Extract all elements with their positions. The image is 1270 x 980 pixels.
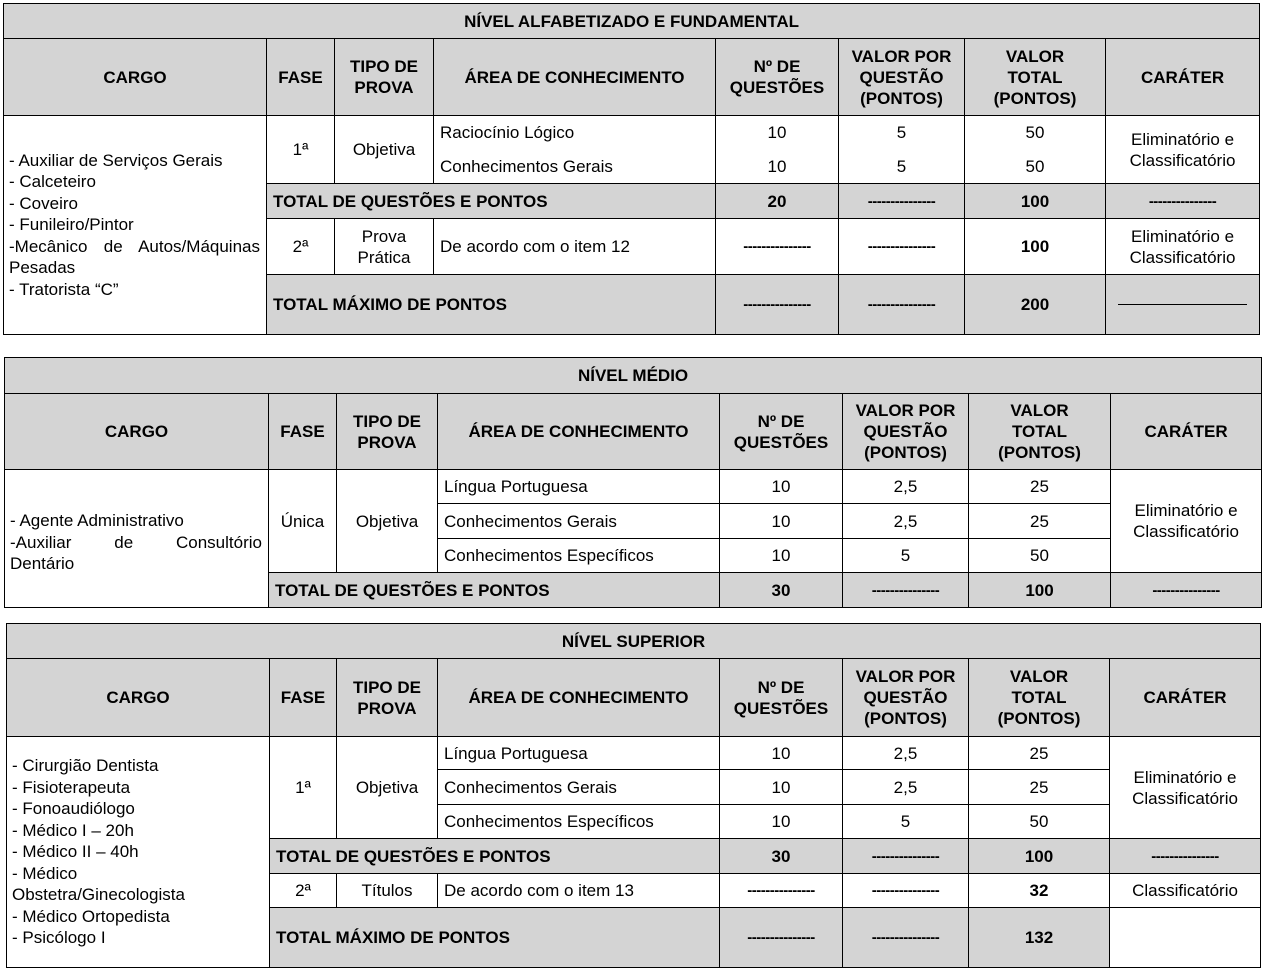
max-label: TOTAL MÁXIMO DE PONTOS bbox=[270, 908, 720, 968]
header-valor-questao: VALOR POR QUESTÃO (PONTOS) bbox=[839, 39, 965, 116]
tipo-prova-cell: Objetiva bbox=[337, 737, 438, 839]
tipo-prova-cell: Títulos bbox=[337, 874, 438, 908]
table-row bbox=[4, 116, 1260, 150]
carater-empty bbox=[1110, 908, 1261, 968]
table-nivel-superior bbox=[6, 623, 1261, 968]
area-cell: Conhecimentos Específicos bbox=[438, 539, 720, 573]
dash-cell: --------------- bbox=[716, 219, 839, 275]
cargo-item: - Auxiliar de Serviços Gerais bbox=[9, 150, 223, 170]
valor-total-cell: 25 bbox=[969, 737, 1110, 770]
cargo-item: - Fisioterapeuta bbox=[12, 777, 131, 797]
valor-questao-cell: 5 bbox=[839, 116, 965, 150]
table-row bbox=[5, 470, 1262, 504]
header-fase: FASE bbox=[269, 394, 337, 470]
header-carater: CARÁTER bbox=[1106, 39, 1260, 116]
header-fase: FASE bbox=[267, 39, 335, 116]
header-row bbox=[5, 394, 1262, 470]
header-tipo-prova: TIPO DE PROVA bbox=[335, 39, 434, 116]
tipo-prova-cell: Objetiva bbox=[337, 470, 438, 573]
total-label: TOTAL DE QUESTÕES E PONTOS bbox=[267, 184, 716, 219]
cargo-list bbox=[4, 116, 267, 335]
cargo-item: - Coveiro bbox=[9, 193, 78, 213]
fase-cell: 2ª bbox=[267, 219, 335, 275]
dash-cell: --------------- bbox=[843, 908, 969, 968]
valor-total-cell: 25 bbox=[969, 504, 1111, 539]
dash-cell: --------------- bbox=[716, 275, 839, 335]
valor-total-cell: 50 bbox=[965, 150, 1106, 184]
carater-empty bbox=[1106, 275, 1260, 335]
valor-questao-cell: 5 bbox=[843, 805, 969, 839]
area-cell: Língua Portuguesa bbox=[438, 470, 720, 504]
dash-cell: --------------- bbox=[843, 874, 969, 908]
cargo-item: - Tratorista “C” bbox=[9, 279, 119, 299]
header-cargo: CARGO bbox=[5, 394, 269, 470]
header-valor-total: VALOR TOTAL (PONTOS) bbox=[969, 394, 1111, 470]
section-title: NÍVEL ALFABETIZADO E FUNDAMENTAL bbox=[4, 4, 1260, 39]
header-valor-questao: VALOR POR QUESTÃO (PONTOS) bbox=[843, 659, 969, 737]
cargo-item: - Médico Ortopedista bbox=[12, 906, 170, 926]
fase-cell: Única bbox=[269, 470, 337, 573]
max-pontos: 200 bbox=[965, 275, 1106, 335]
header-row bbox=[7, 659, 1261, 737]
header-valor-total: VALOR TOTAL (PONTOS) bbox=[965, 39, 1106, 116]
dash-cell: --------------- bbox=[720, 874, 843, 908]
dash-cell: --------------- bbox=[843, 839, 969, 874]
fase-cell: 1ª bbox=[267, 116, 335, 184]
header-area: ÁREA DE CONHECIMENTO bbox=[438, 659, 720, 737]
fase-cell: 2ª bbox=[270, 874, 337, 908]
cargo-item: - Médico II – 40h bbox=[12, 842, 139, 862]
dash-cell: --------------- bbox=[839, 184, 965, 219]
carater-cell: Eliminatório e Classificatório bbox=[1106, 116, 1260, 184]
cargo-list bbox=[7, 737, 270, 968]
questoes-cell: 10 bbox=[716, 116, 839, 150]
line-divider bbox=[1118, 304, 1248, 305]
max-pontos: 132 bbox=[969, 908, 1110, 968]
area-cell: Conhecimentos Específicos bbox=[438, 805, 720, 839]
valor-total-cell: 100 bbox=[965, 219, 1106, 275]
header-row bbox=[4, 39, 1260, 116]
dash-cell: --------------- bbox=[1110, 839, 1261, 874]
cargo-item: - Fonoaudiólogo bbox=[12, 799, 135, 819]
cargo-item: - Agente Administrativo bbox=[10, 511, 184, 530]
table-row bbox=[7, 737, 1261, 770]
header-questoes: Nº DE QUESTÕES bbox=[720, 394, 843, 470]
cargo-item: - Calceteiro bbox=[9, 172, 96, 192]
carater-cell: Classificatório bbox=[1110, 874, 1261, 908]
header-cargo: CARGO bbox=[4, 39, 267, 116]
cargo-item: - Funileiro/Pintor bbox=[9, 215, 134, 235]
total-pontos: 100 bbox=[969, 573, 1111, 608]
fase-cell: 1ª bbox=[270, 737, 337, 839]
valor-total-cell: 32 bbox=[969, 874, 1110, 908]
area-cell: Raciocínio Lógico bbox=[434, 116, 716, 150]
dash-cell: --------------- bbox=[1106, 184, 1260, 219]
cargo-list bbox=[5, 470, 269, 608]
total-questoes: 20 bbox=[716, 184, 839, 219]
total-questoes: 30 bbox=[720, 573, 843, 608]
table-nivel-medio bbox=[4, 357, 1262, 608]
total-questoes: 30 bbox=[720, 839, 843, 874]
dash-cell: --------------- bbox=[843, 573, 969, 608]
header-valor-questao: VALOR POR QUESTÃO (PONTOS) bbox=[843, 394, 969, 470]
area-cell: Língua Portuguesa bbox=[438, 737, 720, 770]
valor-questao-cell: 5 bbox=[843, 539, 969, 573]
valor-total-cell: 50 bbox=[969, 539, 1111, 573]
header-valor-total: VALOR TOTAL (PONTOS) bbox=[969, 659, 1110, 737]
valor-total-cell: 25 bbox=[969, 470, 1111, 504]
tipo-prova-cell: Objetiva bbox=[335, 116, 434, 184]
valor-questao-cell: 2,5 bbox=[843, 770, 969, 805]
max-label: TOTAL MÁXIMO DE PONTOS bbox=[267, 275, 716, 335]
dash-cell: --------------- bbox=[839, 275, 965, 335]
area-cell: Conhecimentos Gerais bbox=[438, 770, 720, 805]
questoes-cell: 10 bbox=[720, 539, 843, 573]
cargo-item: -Mecânico de Autos/Máquinas Pesadas bbox=[9, 236, 260, 278]
header-carater: CARÁTER bbox=[1111, 394, 1262, 470]
carater-cell: Eliminatório e Classificatório bbox=[1106, 219, 1260, 275]
header-fase: FASE bbox=[270, 659, 337, 737]
cargo-item: - Psicólogo I bbox=[12, 928, 106, 948]
valor-questao-cell: 5 bbox=[839, 150, 965, 184]
section-title: NÍVEL MÉDIO bbox=[5, 358, 1262, 394]
valor-questao-cell: 2,5 bbox=[843, 504, 969, 539]
cargo-item: -Auxiliar de Consultório bbox=[10, 532, 262, 552]
cargo-item: - Médico I – 20h bbox=[12, 820, 134, 840]
area-cell: De acordo com o item 13 bbox=[438, 874, 720, 908]
valor-total-cell: 50 bbox=[965, 116, 1106, 150]
valor-questao-cell: 2,5 bbox=[843, 737, 969, 770]
total-label: TOTAL DE QUESTÕES E PONTOS bbox=[269, 573, 720, 608]
carater-cell: Eliminatório e Classificatório bbox=[1111, 470, 1262, 573]
questoes-cell: 10 bbox=[720, 737, 843, 770]
total-label: TOTAL DE QUESTÕES E PONTOS bbox=[270, 839, 720, 874]
total-pontos: 100 bbox=[969, 839, 1110, 874]
area-cell: De acordo com o item 12 bbox=[434, 219, 716, 275]
questoes-cell: 10 bbox=[720, 805, 843, 839]
cargo-item: Dentário bbox=[10, 554, 75, 573]
area-cell: Conhecimentos Gerais bbox=[438, 504, 720, 539]
header-tipo-prova: TIPO DE PROVA bbox=[337, 394, 438, 470]
header-cargo: CARGO bbox=[7, 659, 270, 737]
area-cell: Conhecimentos Gerais bbox=[434, 150, 716, 184]
carater-cell: Eliminatório e Classificatório bbox=[1110, 737, 1261, 839]
cargo-item: - Médico Obstetra/Ginecologista bbox=[12, 863, 185, 905]
questoes-cell: 10 bbox=[716, 150, 839, 184]
valor-total-cell: 25 bbox=[969, 770, 1110, 805]
questoes-cell: 10 bbox=[720, 504, 843, 539]
header-area: ÁREA DE CONHECIMENTO bbox=[438, 394, 720, 470]
header-carater: CARÁTER bbox=[1110, 659, 1261, 737]
questoes-cell: 10 bbox=[720, 470, 843, 504]
header-area: ÁREA DE CONHECIMENTO bbox=[434, 39, 716, 116]
header-questoes: Nº DE QUESTÕES bbox=[716, 39, 839, 116]
dash-cell: --------------- bbox=[720, 908, 843, 968]
tipo-prova-cell: Prova Prática bbox=[335, 219, 434, 275]
table-nivel-fundamental bbox=[3, 3, 1260, 335]
cargo-item: - Cirurgião Dentista bbox=[12, 756, 159, 776]
dash-cell: --------------- bbox=[839, 219, 965, 275]
total-pontos: 100 bbox=[965, 184, 1106, 219]
questoes-cell: 10 bbox=[720, 770, 843, 805]
section-title: NÍVEL SUPERIOR bbox=[7, 624, 1261, 659]
header-questoes: Nº DE QUESTÕES bbox=[720, 659, 843, 737]
valor-total-cell: 50 bbox=[969, 805, 1110, 839]
header-tipo-prova: TIPO DE PROVA bbox=[337, 659, 438, 737]
dash-cell: --------------- bbox=[1111, 573, 1262, 608]
valor-questao-cell: 2,5 bbox=[843, 470, 969, 504]
